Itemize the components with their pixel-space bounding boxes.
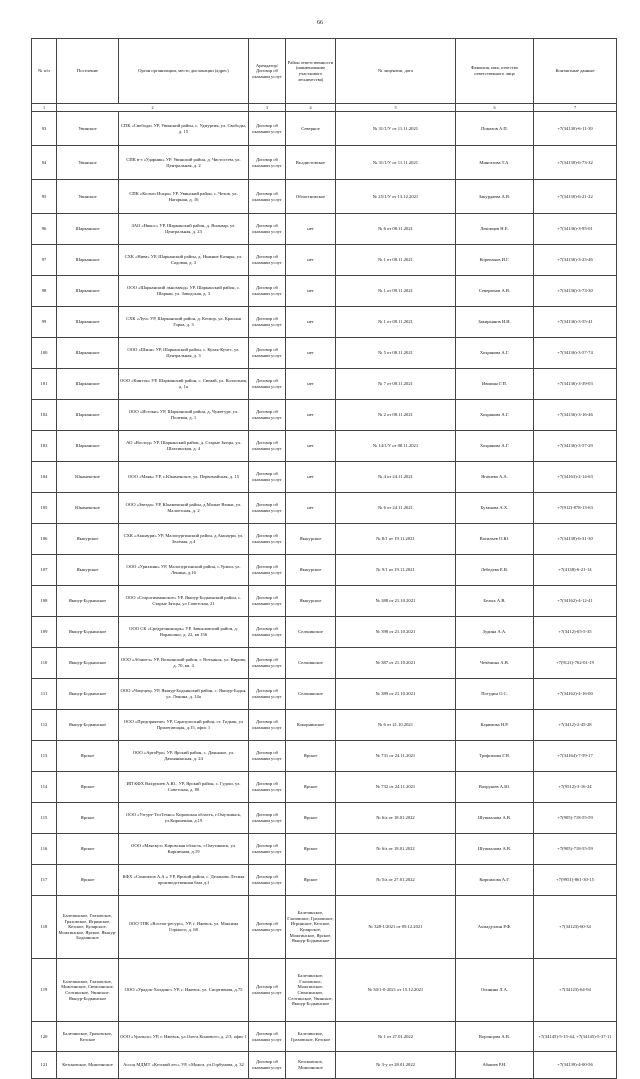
col-settlement: Поселение: [57, 39, 119, 104]
cell-license: № 30/1-0-2021 от 15.12.2021: [336, 959, 456, 1022]
cell-contacts: +7(34138)-6-31-30: [534, 524, 617, 555]
cell-settlement: Шарканское: [57, 431, 119, 462]
cell-num: 104: [32, 462, 57, 493]
cell-person: Хохрякова А.Г.: [456, 400, 534, 431]
table-row: [32, 112, 617, 146]
table-body: [32, 112, 617, 1079]
cell-basis: Договор об оказании услуг: [249, 834, 286, 865]
cell-district: нет: [286, 338, 336, 369]
cell-person: Лекомцев Н.Е.: [456, 214, 534, 245]
cell-settlement: Увинское: [57, 180, 119, 214]
table-row: [32, 555, 617, 586]
col-district: Район ответственности (наименование участкового лесничества): [286, 39, 336, 104]
cell-org: ИП КФХ Вахрушев А.Ю., УР, Ярский район, с. Гудош, ул. Советская, д. 80: [119, 772, 249, 803]
cell-settlement: Шарканское: [57, 276, 119, 307]
cell-basis: Договор об оказании услуг: [249, 741, 286, 772]
cell-basis: Договор об оказании услуг: [249, 338, 286, 369]
table-row: [32, 431, 617, 462]
cell-contacts: +7(905)-718-55-59: [534, 803, 617, 834]
cell-settlement: Якшур-Бодьинское: [57, 586, 119, 617]
cell-contacts: +7(3412)-2-45-28: [534, 710, 617, 741]
cell-contacts: +7(34130)-6-73-32: [534, 146, 617, 180]
cell-num: 94: [32, 146, 57, 180]
cell-district: Северное: [286, 112, 336, 146]
cell-org: ООО «АртоРро» УР, Ярский район, с. Дачьяное, ул. Дачьянинская, д. 24: [119, 741, 249, 772]
cell-org: Ассоц МДМТ «Кезский лес» УР, г.Можга, ул.Горбунова, д. 32: [119, 1052, 249, 1079]
cell-district: Балезинское, Граховское, Кезское: [286, 1022, 336, 1052]
table-row: [32, 648, 617, 679]
table-row: [32, 180, 617, 214]
cell-district: Сельчинское: [286, 617, 336, 648]
cell-basis: Договор об оказании услуг: [249, 276, 286, 307]
cell-district: нет: [286, 276, 336, 307]
cell-settlement: Ярское: [57, 834, 119, 865]
cell-settlement: Якшур-Бодьинское: [57, 648, 119, 679]
cell-license: № 6/а от 18.01.2022: [336, 834, 456, 865]
cell-contacts: +7(34136)-3-55-41: [534, 307, 617, 338]
cell-num: 96: [32, 214, 57, 245]
index-cell: 7: [534, 104, 617, 112]
cell-license: № 25/1/У от 13.12.2021: [336, 180, 456, 214]
cell-num: 101: [32, 369, 57, 400]
cell-person: Трофимова Г.Н.: [456, 741, 534, 772]
table-row: [32, 524, 617, 555]
index-cell: 5: [336, 104, 456, 112]
cell-person: Вахрушев А.Ю.: [456, 772, 534, 803]
cell-person: Шушкалова А.В.: [456, 834, 534, 865]
index-cell: 6: [456, 104, 534, 112]
cell-district: Ярское: [286, 865, 336, 896]
cell-contacts: +7(34162)-4-12-41: [534, 586, 617, 617]
table-row: [32, 710, 617, 741]
cell-settlement: Шарканское: [57, 338, 119, 369]
cell-num: 100: [32, 338, 57, 369]
cell-org: ООО «Истоки» УР, Шарканский район, д. Чужегурт, ул. Полевая, д. 1: [119, 400, 249, 431]
cell-district: Сельчинское: [286, 648, 336, 679]
cell-org: ООО «Кинтэк» УР, Шарканский район, с. Сюмай, ул. Колхозная, д. 1а: [119, 369, 249, 400]
cell-basis: Договор об оказании услуг: [249, 803, 286, 834]
cell-person: Шушкалова А.В.: [456, 803, 534, 834]
cell-person: Лебедева Е.В.: [456, 555, 534, 586]
table-row: [32, 741, 617, 772]
cell-person: Помазов А.П.: [456, 112, 534, 146]
cell-num: 107: [32, 555, 57, 586]
cell-district: Кезсковское, Можгинское: [286, 1052, 336, 1079]
cell-district: нет: [286, 431, 336, 462]
cell-settlement: Балезинское, Граховское, Кезское: [57, 1022, 119, 1052]
col-basis: Арендатор/ Договор об оказании услуг: [249, 39, 286, 104]
cell-contacts: +7(912)-878-13-63: [534, 493, 617, 524]
cell-district: Якшурское: [286, 524, 336, 555]
cell-district: Вълдистовское: [286, 146, 336, 180]
cell-org: СПК в-з «Ударник» УР. Увинский район, д. Чистостем, ул. Центральная, д. 2: [119, 146, 249, 180]
cell-contacts: +7(3412)-65-5-35: [534, 617, 617, 648]
cell-basis: Договор об оказании услуг: [249, 493, 286, 524]
table-row: [32, 1052, 617, 1079]
cell-basis: Договор об оказании услуг: [249, 865, 286, 896]
cell-num: 118: [32, 896, 57, 959]
cell-num: 111: [32, 679, 57, 710]
cell-num: 115: [32, 803, 57, 834]
table-row: [32, 146, 617, 180]
cell-num: 116: [32, 834, 57, 865]
cell-settlement: Якшурское: [57, 555, 119, 586]
cell-person: Хохрякова А.Г.: [456, 431, 534, 462]
index-cell: 3: [249, 104, 286, 112]
cell-num: 121: [32, 1052, 57, 1079]
cell-num: 119: [32, 959, 57, 1022]
index-cell: 2: [57, 104, 249, 112]
cell-person: Закирьянов И.И.: [456, 307, 534, 338]
cell-num: 105: [32, 493, 57, 524]
cell-num: 110: [32, 648, 57, 679]
cell-org: СХК «Луч» УР, Шарканский район, д. Кесвор, ул. Красная Горка, д. 3: [119, 307, 249, 338]
cell-license: № 1 от 27.01.2022: [336, 1022, 456, 1052]
cell-org: ООО СК «Средрезнинскрь» УР, Завьяловский район, д. Вараксино, д. 22, кв 156: [119, 617, 249, 648]
cell-license: № 5/а от 27.01.2022: [336, 865, 456, 896]
cell-num: 108: [32, 586, 57, 617]
cell-org: ООО «Абэкотэ» УР, Вотьинский район, г. Вотьинск, ул. Кирова, д. 70, кв. 4: [119, 648, 249, 679]
cell-settlement: Увинское: [57, 146, 119, 180]
cell-settlement: Увинское: [57, 112, 119, 146]
cell-num: 102: [32, 400, 57, 431]
cell-basis: Договор об оказании услуг: [249, 896, 286, 959]
cell-district: Якшурское: [286, 555, 336, 586]
cell-org: ООО «Чацецец» УР, Якшур-Бодьинский район, с. Якшур-Бодья, ул. Ленина, д. 14а: [119, 679, 249, 710]
cell-basis: Договор об оказании услуг: [249, 617, 286, 648]
cell-contacts: +7(9512)-3-16-24: [534, 772, 617, 803]
cell-contacts: +7(34145)-5-15-44, +7(34145)-5-37-11: [534, 1022, 617, 1052]
table-row: [32, 245, 617, 276]
cell-basis: Договор об оказании услуг: [249, 214, 286, 245]
cell-settlement: Шарканское: [57, 214, 119, 245]
col-contacts: Контактные данные: [534, 39, 617, 104]
cell-license: № 328-1/2021 от 09.12.2021: [336, 896, 456, 959]
header-row: [32, 39, 617, 104]
cell-org: СПК «Свобода» УР, Увинский район, с. Удмуртия, ул. Свободы, д. 15: [119, 112, 249, 146]
cell-org: ООО «Узгурт-ТелТехно» Кировская область, г.Омутнинск, ул.Кирпичная, д.19: [119, 803, 249, 834]
cell-license: № 731 от 24.11.2021: [336, 741, 456, 772]
cell-org: ООО «Урихмин» УР, Малопургинский район, с.Урихи, ул. Ленина, д.16: [119, 555, 249, 586]
cell-settlement: Ярское: [57, 865, 119, 896]
cell-person: Погудин О.С.: [456, 679, 534, 710]
table-row: [32, 338, 617, 369]
table-row: [32, 400, 617, 431]
cell-basis: Договор об оказании услуг: [249, 1022, 286, 1052]
cell-district: нет: [286, 307, 336, 338]
cell-basis: Договор об оказании услуг: [249, 462, 286, 493]
cell-contacts: +7(34136)-3-23-46: [534, 245, 617, 276]
cell-org: СХК «Акшаури» УР, Малопургинский район, д.Акшаури, ул. Зелёная, д.4: [119, 524, 249, 555]
page-number: 66: [317, 20, 323, 26]
table-row: [32, 679, 617, 710]
cell-basis: Договор об оказании услуг: [249, 1052, 286, 1079]
cell-license: № 31/1/У от 11.11.2021: [336, 112, 456, 146]
cell-license: № 3-у от 28.01.2022: [336, 1052, 456, 1079]
cell-settlement: Балезинское, Глазовское, Можгинское, Сюмсинское, Селтинское, Увинское, Якшур-Бодьинское: [57, 959, 119, 1022]
cell-person: Чечёмина А.В.: [456, 648, 534, 679]
cell-district: нет: [286, 493, 336, 524]
cell-person: Бузанова А.Х.: [456, 493, 534, 524]
cell-person: Ягашева А.А.: [456, 462, 534, 493]
cell-license: № 9/1 от 19.11.2021: [336, 555, 456, 586]
cell-contacts: +7(34130)-6-11-39: [534, 112, 617, 146]
cell-basis: Договор об оказании услуг: [249, 307, 286, 338]
cell-district: Ярское: [286, 803, 336, 834]
cell-num: 93: [32, 112, 57, 146]
cell-num: 95: [32, 180, 57, 214]
cell-num: 103: [32, 431, 57, 462]
cell-license: № 2 от 08.11.2021: [336, 400, 456, 431]
cell-settlement: Шарканское: [57, 307, 119, 338]
cell-license: № 14/1/У от 08.11.2021: [336, 431, 456, 462]
cell-basis: Договор об оказании услуг: [249, 959, 286, 1022]
cell-district: Балезинское, Глазовское, Можгинское, Сюмсинское, Селтинское, Увинское, Якшур-Бодьинское: [286, 959, 336, 1022]
cell-num: 117: [32, 865, 57, 896]
cell-person: Мингазова Т.А.: [456, 146, 534, 180]
cell-org: ООО «Шкон» УР, Шарканский район, с. Кулак-Кучес, ул. Центральная, д. 3: [119, 338, 249, 369]
table-row: [32, 307, 617, 338]
cell-basis: Договор об оказании услуг: [249, 586, 286, 617]
cell-contacts: +7(34136)-3-16-46: [534, 400, 617, 431]
cell-num: 97: [32, 245, 57, 276]
cell-contacts: +7(34136)-3-57-74: [534, 338, 617, 369]
index-cell: 1: [32, 104, 57, 112]
cell-basis: Договор об оказании услуг: [249, 524, 286, 555]
cell-license: № 387 от 21.10.2021: [336, 648, 456, 679]
cell-org: АО «Восход» УР, Шарканский район, д. Старые Зятцы, ул. Шахтинская, д. 4: [119, 431, 249, 462]
cell-license: № 6 от 21.10.2021: [336, 710, 456, 741]
cell-basis: Договор об оказании услуг: [249, 431, 286, 462]
cell-person: Каримова Н.Р.: [456, 710, 534, 741]
cell-contacts: +7(34136)-3-95-01: [534, 214, 617, 245]
table-row: [32, 803, 617, 834]
cell-district: Областновское: [286, 180, 336, 214]
cell-license: № 1 от 09.11.2021: [336, 276, 456, 307]
cell-num: 106: [32, 524, 57, 555]
cell-license: № 6 от 08.11.2021: [336, 214, 456, 245]
cell-settlement: Шарканское: [57, 369, 119, 400]
cell-person: Ившина Г.П.: [456, 369, 534, 400]
cell-district: Сельчинское: [286, 679, 336, 710]
table-row: [32, 617, 617, 648]
cell-license: № 5 от 08.11.2021: [336, 338, 456, 369]
table-row: [32, 772, 617, 803]
cell-basis: Договор об оказании услуг: [249, 146, 286, 180]
cell-license: № 6 от 24.11.2021: [336, 493, 456, 524]
index-cell: 4: [286, 104, 336, 112]
cell-license: № 1 от 08.11.2021: [336, 245, 456, 276]
cell-person: Корепанов И.Г.: [456, 245, 534, 276]
cell-person: Абашев Р.Н.: [456, 1052, 534, 1079]
cell-org: КФХ «Сомпилов А.А.» УР, Ярский район, с. Деланово Лесная производственная база д.1: [119, 865, 249, 896]
cell-contacts: +7(34130)-6-21-22: [534, 180, 617, 214]
cell-person: Воронцова А.В.: [456, 1022, 534, 1052]
cell-settlement: Юкаменское: [57, 462, 119, 493]
cell-contacts: +7(34136)-3-73-30: [534, 276, 617, 307]
cell-person: Кирпилова А.Г.: [456, 865, 534, 896]
cell-basis: Договор об оказании услуг: [249, 180, 286, 214]
cell-basis: Договор об оказании услуг: [249, 555, 286, 586]
cell-license: № 388 от 21.10.2021: [336, 586, 456, 617]
cell-district: Якшурское: [286, 586, 336, 617]
table-row: [32, 1022, 617, 1052]
organizations-table: [31, 38, 617, 1079]
cell-license: № 4 от 24.11.2021: [336, 462, 456, 493]
cell-contacts: +7(905)-718-55-59: [534, 834, 617, 865]
cell-contacts: +7(9121)-762-01-19: [534, 648, 617, 679]
cell-district: нет: [286, 400, 336, 431]
cell-org: ООО «Урадок-Холдинг» УР, г. Ижевск, ул. Спортивная, д.75: [119, 959, 249, 1022]
cell-settlement: Юкаменское: [57, 493, 119, 524]
table-row: [32, 214, 617, 245]
cell-contacts: +7(34136)-3-57-29: [534, 431, 617, 462]
cell-basis: Договор об оказании услуг: [249, 648, 286, 679]
table-row: [32, 462, 617, 493]
col-num: № п/п: [32, 39, 57, 104]
cell-person: Закурдаева А.В.: [456, 180, 534, 214]
cell-settlement: Якшур-Бодьинское: [57, 617, 119, 648]
cell-person: Хохрякова А.Г.: [456, 338, 534, 369]
cell-org: ООО ТПК «Восток-ресурс», УР, г. Ижевск, ул. Максима Горького, д. 68: [119, 896, 249, 959]
cell-district: нет: [286, 462, 336, 493]
cell-org: ООО «Шарканский льнозавод» УР, Шарканский район, с. Шаркан, ул. Заводская, д. 3: [119, 276, 249, 307]
cell-person: Зудина А.А.: [456, 617, 534, 648]
col-org: Орган организации, место дислокации (адрес): [119, 39, 249, 104]
cell-num: 113: [32, 741, 57, 772]
cell-org: СХК «Нива» УР, Шарканский район, д. Нижние Казнры, ул. Садовая, д. 3: [119, 245, 249, 276]
table-row: [32, 493, 617, 524]
cell-org: ООО «Маяскуз» Кировская область, г.Омутнинск, ул. Кирпичная, д.19: [119, 834, 249, 865]
cell-district: нет: [286, 369, 336, 400]
cell-settlement: Ярское: [57, 772, 119, 803]
cell-person: Ахмадуллин Р.Ф.: [456, 896, 534, 959]
cell-contacts: +7(34123)-64-94: [534, 959, 617, 1022]
cell-org: ООО «Предприятие» УР, Сарапульский район, ст. Гидыш, ул Прилегающая, д.15, офис 1: [119, 710, 249, 741]
cell-district: Ярское: [286, 741, 336, 772]
cell-settlement: Якшур-Бодьинское: [57, 679, 119, 710]
table-row: [32, 834, 617, 865]
cell-settlement: Ярское: [57, 803, 119, 834]
cell-settlement: Шарканское: [57, 245, 119, 276]
table-row: [32, 276, 617, 307]
cell-num: 112: [32, 710, 57, 741]
table-row: [32, 865, 617, 896]
cell-contacts: +7(34136)-3-39-03: [534, 369, 617, 400]
cell-basis: Договор об оказании услуг: [249, 710, 286, 741]
cell-basis: Договор об оказании услуг: [249, 679, 286, 710]
cell-basis: Договор об оказании услуг: [249, 400, 286, 431]
cell-num: 114: [32, 772, 57, 803]
table-row: [32, 959, 617, 1022]
cell-num: 98: [32, 276, 57, 307]
col-person: Фамилия, имя, отчество ответственного лица: [456, 39, 534, 104]
cell-contacts: +7(4138)-6-21-14: [534, 555, 617, 586]
cell-district: Ярское: [286, 834, 336, 865]
col-license: № лицензии, дата: [336, 39, 456, 104]
cell-person: Северюхов А.В.: [456, 276, 534, 307]
index-row: [32, 104, 617, 112]
cell-settlement: Шарканское: [57, 400, 119, 431]
cell-contacts: +7(34139)-4-00-56: [534, 1052, 617, 1079]
cell-org: ООО «Звезда» УР, Юкаменский район, д.Малые Веньи, ул. Малоезская, д. 2: [119, 493, 249, 524]
cell-num: 99: [32, 307, 57, 338]
cell-settlement: Балезинское, Глазовское, Граховское, Игринское, Кезское, Кулярское, Можгинское, Ярское, Якшур-Бодьинское: [57, 896, 119, 959]
cell-basis: Договор об оказании услуг: [249, 369, 286, 400]
cell-district: нет: [286, 214, 336, 245]
table-row: [32, 369, 617, 400]
cell-settlement: Якшурское: [57, 524, 119, 555]
cell-settlement: Якшур-Бодьинское: [57, 710, 119, 741]
cell-settlement: Ярское: [57, 741, 119, 772]
cell-license: № 8/1 от 19.11.2021: [336, 524, 456, 555]
cell-license: № 1 от 08.11.2021: [336, 307, 456, 338]
cell-contacts: +7(34164)-7-59-17: [534, 741, 617, 772]
cell-org: СПК «Колхоз Искра» УР, Увинский район, с. Чехов, ул. Нагорная, д. 16: [119, 180, 249, 214]
cell-num: 109: [32, 617, 57, 648]
cell-org: ООО «Маяк» УР, с.Юкаменское, ул. Первомайская, д. 15: [119, 462, 249, 493]
cell-basis: Договор об оказании услуг: [249, 112, 286, 146]
cell-basis: Договор об оказании услуг: [249, 245, 286, 276]
cell-contacts: +7(34123)-60-34: [534, 896, 617, 959]
cell-contacts: +7(9951)-861-30-15: [534, 865, 617, 896]
cell-license: № 389 от 21.10.2021: [336, 679, 456, 710]
cell-license: № 7 от 08.11.2021: [336, 369, 456, 400]
cell-basis: Договор об оказании услуг: [249, 772, 286, 803]
cell-person: Белых А.В.: [456, 586, 534, 617]
cell-license: № 398 от 21.10.2021: [336, 617, 456, 648]
cell-license: № 6/а от 18.01.2022: [336, 803, 456, 834]
cell-org: ООО «Старотимманское» УР, Якшур-Бодьинский район, с. Старые Зятцы, ул Советская, 21: [119, 586, 249, 617]
cell-num: 120: [32, 1022, 57, 1052]
cell-contacts: +7(34162)-4-16-00: [534, 679, 617, 710]
cell-district: Кокорнинское: [286, 710, 336, 741]
cell-license: № 732 от 24.11.2021: [336, 772, 456, 803]
cell-district: Балезинское, Глазовское, Граховское, Игринское, Кезское, Кулярское, Можгинское, Ярское, Якшур-Бодьинское: [286, 896, 336, 959]
cell-org: ЗАО «Никос» УР, Шарканский район, д. Вильвар, ул. Центральная, д. 23: [119, 214, 249, 245]
cell-district: Ярское: [286, 772, 336, 803]
cell-district: нет: [286, 245, 336, 276]
cell-contacts: +7(34163)-2-14-63: [534, 462, 617, 493]
cell-person: Васильев О.Ю.: [456, 524, 534, 555]
cell-license: № 31/1/У от 11.11.2021: [336, 146, 456, 180]
table-row: [32, 586, 617, 617]
cell-settlement: Кезсковское, Можгинское: [57, 1052, 119, 1079]
cell-person: Осинина Л.А.: [456, 959, 534, 1022]
cell-org: ООО «Уральск» УР, г. Ижевск, ул.Олега Кошевого, д. 2/3, офис 1: [119, 1022, 249, 1052]
